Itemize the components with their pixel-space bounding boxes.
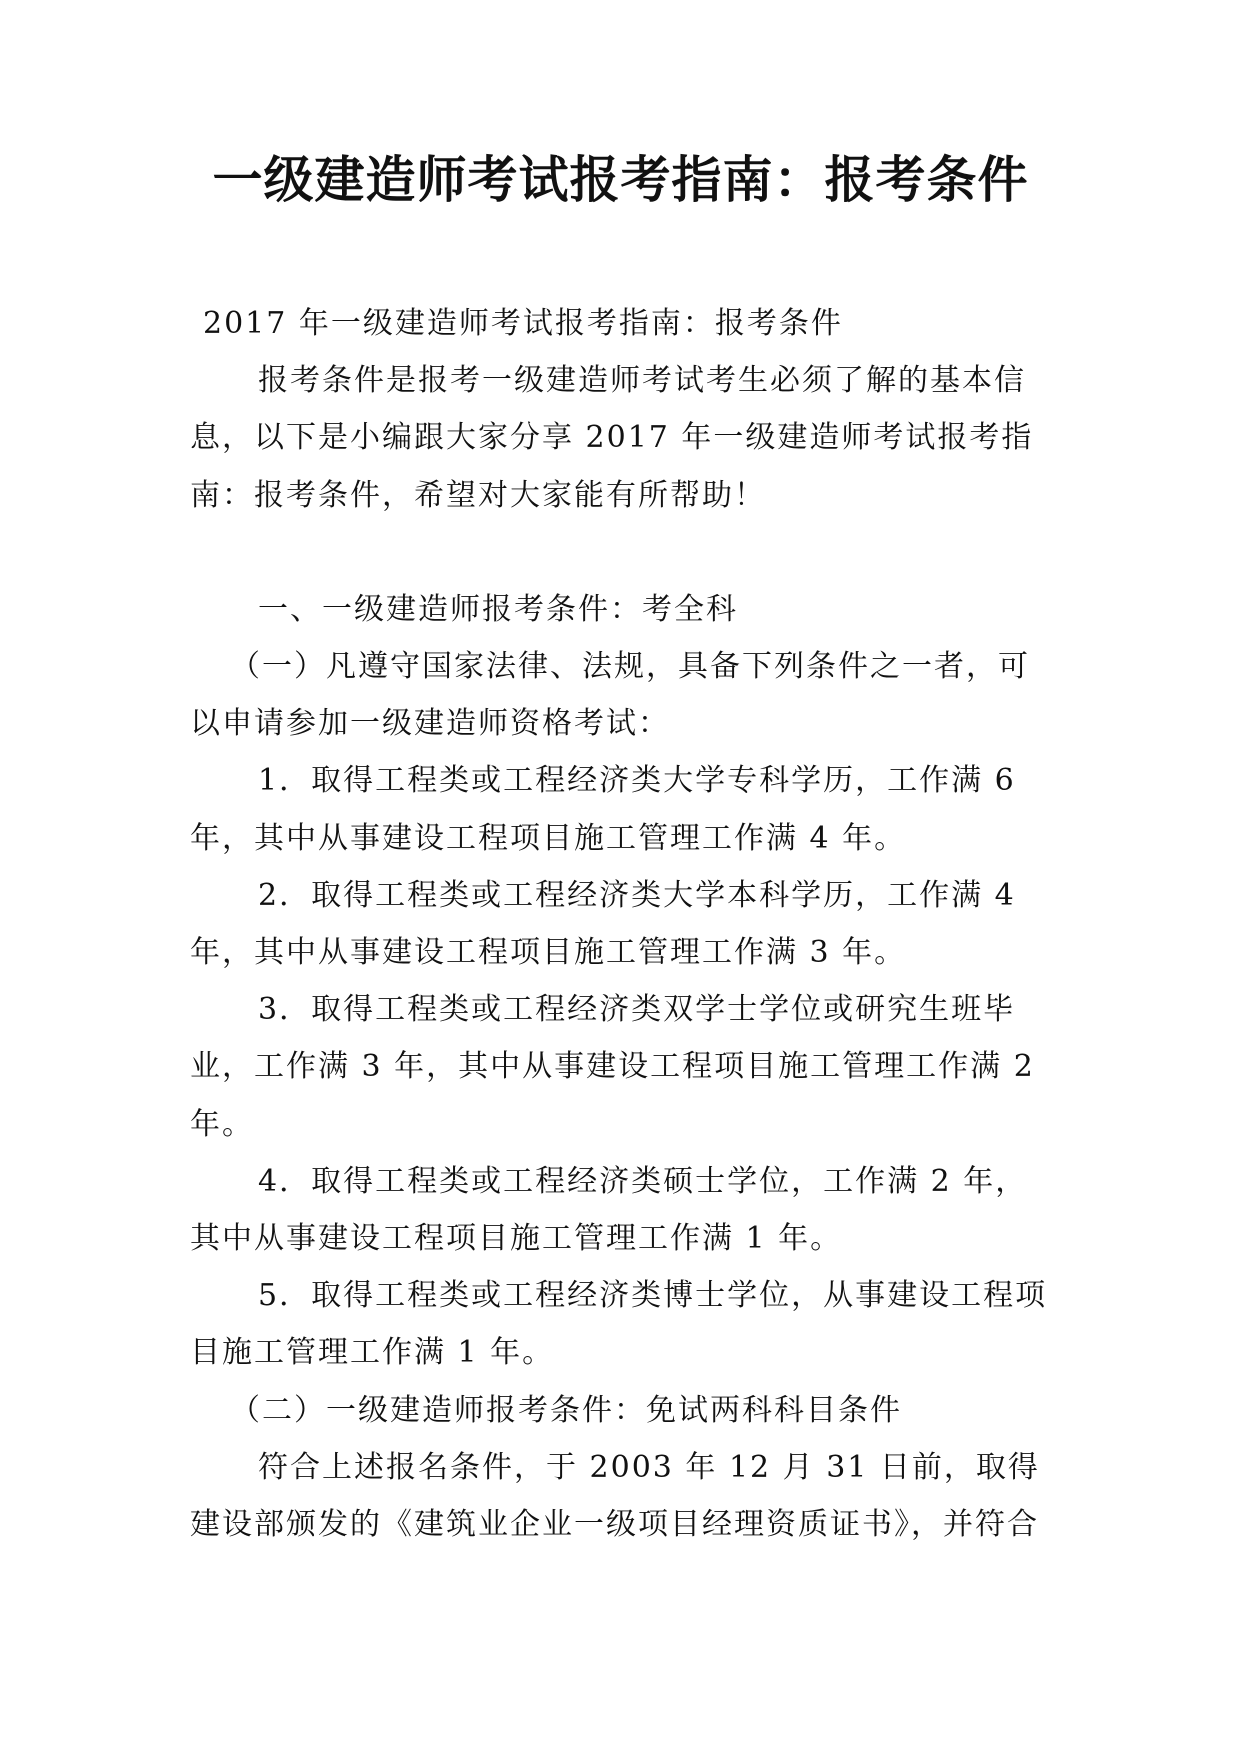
condition-item-2: 2．取得工程类或工程经济类大学本科学历，工作满 4 年，其中从事建设工程项目施工管理工作满 3 年。 bbox=[190, 877, 1016, 971]
exemption-paragraph: 符合上述报名条件，于 2003 年 12 月 31 日前，取得建设部颁发的《建筑业企业一级项目经理资质证书》，并符合 bbox=[190, 1449, 1040, 1543]
condition-item-3: 3．取得工程类或工程经济类双学士学位或研究生班毕业，工作满 3 年，其中从事建设工程项目施工管理工作满 2 年。 bbox=[190, 992, 1035, 1142]
intro-paragraph: 报考条件是报考一级建造师考试考生必须了解的基本信息，以下是小编跟大家分享 2017 年一级建造师考试报考指南：报考条件，希望对大家能有所帮助！ bbox=[190, 363, 1034, 513]
subsection-heading: （二）一级建造师报考条件：免试两科科目条件 bbox=[230, 1392, 902, 1428]
section-heading: 一、一级建造师报考条件：考全科 bbox=[258, 591, 738, 627]
document-title: 一级建造师考试报考指南：报考条件 bbox=[212, 150, 1029, 209]
condition-item-1: 1．取得工程类或工程经济类大学专科学历，工作满 6 年，其中从事建设工程项目施工管理工作满 4 年。 bbox=[190, 763, 1016, 856]
condition-item-4: 4．取得工程类或工程经济类硕士学位，工作满 2 年，其中从事建设工程项目施工管理工作满 1 年。 bbox=[190, 1163, 1028, 1257]
document-subtitle: 2017 年一级建造师考试报考指南：报考条件 bbox=[203, 306, 843, 341]
paragraph-gap bbox=[190, 524, 1050, 581]
condition-item-5: 5．取得工程类或工程经济类博士学位，从事建设工程项目施工管理工作满 1 年。 bbox=[190, 1278, 1048, 1371]
document-body bbox=[190, 295, 1050, 1553]
item-intro-paragraph: （一）凡遵守国家法律、法规，具备下列条件之一者，可以申请参加一级建造师资格考试： bbox=[190, 649, 1030, 742]
